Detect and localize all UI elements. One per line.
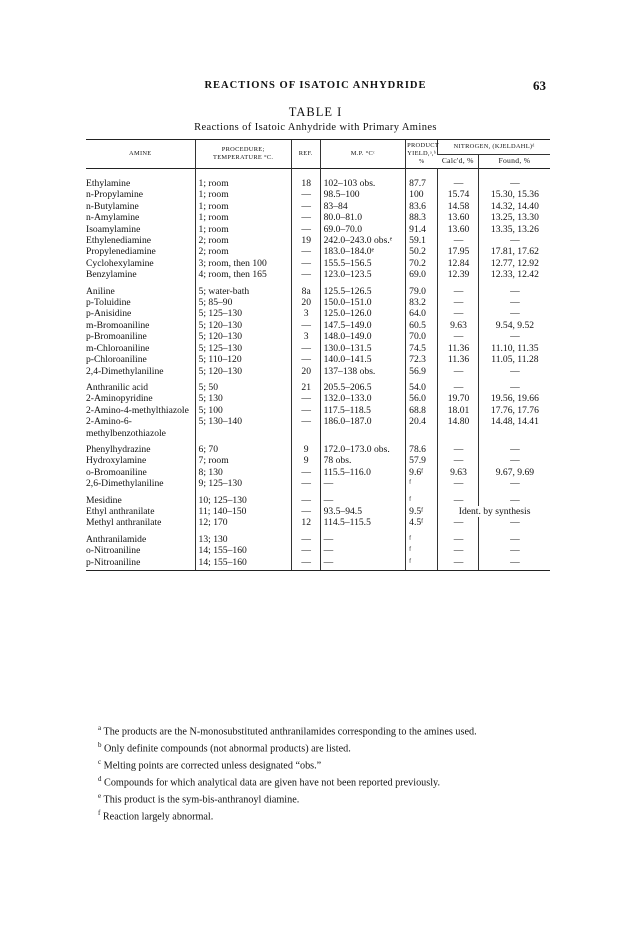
cell-found: — <box>478 490 550 506</box>
footnote-text: Only definite compounds (not abnormal products) are listed. <box>101 743 351 755</box>
cell-ref: — <box>291 343 320 354</box>
cell-ref: 19 <box>291 235 320 246</box>
header-nitrogen: NITROGEN, (KJELDAHL)ᵈ <box>438 140 550 155</box>
cell-ref: 9 <box>291 439 320 455</box>
running-head-title: REACTIONS OF ISATOIC ANHYDRIDE <box>204 80 427 91</box>
cell-mp: 93.5–94.5 <box>320 506 406 517</box>
cell-amine: 2-Amino-6-methylbenzothiazole <box>86 416 166 439</box>
cell-amine: Benzylamine <box>86 269 137 281</box>
cell-mp: — <box>320 557 406 571</box>
data-table <box>86 139 550 571</box>
cell-found: 15.30, 15.36 <box>478 189 550 200</box>
cell-yield: 59.1 <box>406 235 438 246</box>
table-row <box>86 258 550 269</box>
cell-yield: 72.3 <box>406 354 438 365</box>
footnote <box>86 790 550 807</box>
cell-mp: 98.5–100 <box>320 189 406 200</box>
table-row <box>86 320 550 331</box>
cell-mp: 80.0–81.0 <box>320 212 406 223</box>
page-number: 63 <box>533 78 546 93</box>
cell-yield: 50.2 <box>406 246 438 257</box>
cell-procedure: 11; 140–150 <box>195 506 291 517</box>
table-row <box>86 297 550 308</box>
cell-mp: 102–103 obs. <box>320 178 406 189</box>
cell-amine: Anthranilic acid <box>86 381 149 393</box>
cell-yield: 64.0 <box>406 308 438 319</box>
table-row <box>86 393 550 404</box>
table-row <box>86 281 550 297</box>
cell-ref: — <box>291 490 320 506</box>
cell-ref: — <box>291 529 320 545</box>
cell-procedure: 13; 130 <box>195 529 291 545</box>
cell-procedure: 5; 130–140 <box>195 416 291 439</box>
cell-calcd: — <box>438 281 479 297</box>
cell-procedure: 5; 85–90 <box>195 297 291 308</box>
cell-yield: ᶠ <box>406 478 438 489</box>
cell-yield: 91.4 <box>406 224 438 235</box>
cell-amine: Ethylenediamine <box>86 235 152 247</box>
cell-amine: Aniline <box>86 285 115 297</box>
table-row <box>86 178 550 189</box>
cell-found: 14.48, 14.41 <box>478 416 550 439</box>
cell-amine: 2,6-Dimethylaniline <box>86 478 164 490</box>
table-row <box>86 529 550 545</box>
cell-procedure: 5; water-bath <box>195 281 291 297</box>
cell-procedure: 5; 130 <box>195 393 291 404</box>
cell-found: — <box>478 439 550 455</box>
cell-ref: — <box>291 354 320 365</box>
table-row <box>86 189 550 200</box>
cell-found: — <box>478 478 550 489</box>
cell-mp: 115.5–116.0 <box>320 467 406 478</box>
cell-procedure: 1; room <box>195 178 291 189</box>
footnote-text: Compounds for which analytical data are given have not been reported previously. <box>101 777 441 789</box>
table-header <box>86 140 550 169</box>
reactions-table <box>86 139 550 571</box>
cell-calcd: 12.84 <box>438 258 479 269</box>
cell-procedure: 4; room, then 165 <box>195 269 291 280</box>
cell-amine: n-Butylamine <box>86 200 139 212</box>
cell-procedure: 5; 125–130 <box>195 308 291 319</box>
cell-ref: — <box>291 189 320 200</box>
cell-mp: 150.0–151.0 <box>320 297 406 308</box>
cell-mp: 114.5–115.5 <box>320 517 406 528</box>
cell-calcd: — <box>438 178 479 189</box>
cell-mp: 69.0–70.0 <box>320 224 406 235</box>
table-row <box>86 201 550 212</box>
cell-procedure: 12; 170 <box>195 517 291 528</box>
table-row <box>86 557 550 571</box>
table-row <box>86 517 550 528</box>
cell-amine: Methyl anthranilate <box>86 517 162 529</box>
footnote-mark: d <box>98 774 102 783</box>
table-caption: Reactions of Isatoic Anhydride with Primary Amines <box>194 122 437 133</box>
footnote <box>86 722 550 739</box>
cell-ref: — <box>291 320 320 331</box>
cell-calcd: 18.01 <box>438 405 479 416</box>
cell-yield: 20.4 <box>406 416 438 439</box>
footnote-mark: e <box>98 791 102 800</box>
cell-calcd: — <box>438 439 479 455</box>
cell-procedure: 5; 50 <box>195 377 291 393</box>
cell-mp: — <box>320 490 406 506</box>
cell-found: — <box>478 297 550 308</box>
table-row <box>86 343 550 354</box>
cell-yield: 83.2 <box>406 297 438 308</box>
cell-mp: 148.0–149.0 <box>320 331 406 342</box>
cell-yield: 57.9 <box>406 455 438 466</box>
cell-found: — <box>478 455 550 466</box>
cell-calcd: — <box>438 455 479 466</box>
cell-procedure: 1; room <box>195 201 291 212</box>
cell-calcd: 13.60 <box>438 224 479 235</box>
cell-ref: — <box>291 246 320 257</box>
cell-ref: — <box>291 467 320 478</box>
cell-found: 17.81, 17.62 <box>478 246 550 257</box>
cell-found: 14.32, 14.40 <box>478 201 550 212</box>
cell-mp: — <box>320 529 406 545</box>
table-row <box>86 467 550 478</box>
cell-calcd: — <box>438 331 479 342</box>
footnote-mark: b <box>98 740 102 749</box>
cell-found: — <box>478 178 550 189</box>
cell-found: 9.54, 9.52 <box>478 320 550 331</box>
cell-yield: 88.3 <box>406 212 438 223</box>
cell-procedure: 9; 125–130 <box>195 478 291 489</box>
table-row <box>86 269 550 280</box>
cell-yield: 79.0 <box>406 281 438 297</box>
cell-ref: — <box>291 478 320 489</box>
table-row <box>86 416 550 439</box>
cell-procedure: 10; 125–130 <box>195 490 291 506</box>
cell-ref: — <box>291 545 320 556</box>
cell-yield: 100 <box>406 189 438 200</box>
header-yield: PRODUCT YIELD,ᵃ,ᵇ % <box>406 140 438 169</box>
cell-amine: p-Chloroaniline <box>86 354 147 366</box>
cell-found: — <box>478 529 550 545</box>
cell-amine: Isoamylamine <box>86 223 141 235</box>
cell-procedure: 2; room <box>195 235 291 246</box>
cell-calcd: 14.80 <box>438 416 479 439</box>
cell-amine: m-Chloroaniline <box>86 342 150 354</box>
cell-mp: 186.0–187.0 <box>320 416 406 439</box>
table-row <box>86 490 550 506</box>
cell-amine: Ethyl anthranilate <box>86 505 155 517</box>
cell-calcd: 12.39 <box>438 269 479 280</box>
cell-yield: 74.5 <box>406 343 438 354</box>
cell-yield: 4.5ᶠ <box>406 517 438 528</box>
cell-found: 9.67, 9.69 <box>478 467 550 478</box>
cell-amine: Phenylhydrazine <box>86 443 151 455</box>
cell-yield: 56.0 <box>406 393 438 404</box>
footnote <box>86 807 550 824</box>
header-mp: M.P. °Cᶜ <box>320 140 406 169</box>
cell-amine: 2-Amino-4-methylthiazole <box>86 404 189 416</box>
header-amine: AMINE <box>86 140 195 169</box>
cell-yield: 70.0 <box>406 331 438 342</box>
cell-ref: — <box>291 557 320 571</box>
cell-procedure: 5; 110–120 <box>195 354 291 365</box>
cell-found: — <box>478 557 550 571</box>
table-row <box>86 439 550 455</box>
cell-yield: ᶠ <box>406 490 438 506</box>
footnote-text: Reaction largely abnormal. <box>100 811 214 823</box>
cell-procedure: 8; 130 <box>195 467 291 478</box>
cell-calcd: — <box>438 545 479 556</box>
cell-amine: Ethylamine <box>86 178 131 189</box>
cell-procedure: 1; room <box>195 189 291 200</box>
cell-mp: 147.5–149.0 <box>320 320 406 331</box>
cell-ref: 18 <box>291 178 320 189</box>
footnote <box>86 773 550 790</box>
cell-ref: — <box>291 201 320 212</box>
cell-found: 17.76, 17.76 <box>478 405 550 416</box>
cell-procedure: 5; 120–130 <box>195 320 291 331</box>
footnote <box>86 739 550 756</box>
cell-procedure: 14; 155–160 <box>195 557 291 571</box>
cell-ref: — <box>291 506 320 517</box>
cell-found: 11.05, 11.28 <box>478 354 550 365</box>
cell-procedure: 5; 125–130 <box>195 343 291 354</box>
cell-procedure: 3; room, then 100 <box>195 258 291 269</box>
header-calcd: Calc'd, % <box>438 154 479 169</box>
table-row <box>86 455 550 466</box>
cell-yield: 9.6ᶠ <box>406 467 438 478</box>
cell-mp: 132.0–133.0 <box>320 393 406 404</box>
cell-calcd: 11.36 <box>438 354 479 365</box>
cell-mp: — <box>320 545 406 556</box>
cell-amine: p-Nitroaniline <box>86 557 195 571</box>
cell-calcd: 17.95 <box>438 246 479 257</box>
cell-calcd: — <box>438 478 479 489</box>
cell-procedure: 5; 120–130 <box>195 366 291 377</box>
cell-calcd: — <box>438 517 479 528</box>
cell-found: 12.77, 12.92 <box>478 258 550 269</box>
cell-calcd: 9.63 <box>438 320 479 331</box>
cell-ref: — <box>291 224 320 235</box>
table-row <box>86 235 550 246</box>
cell-yield: ᶠ <box>406 529 438 545</box>
table-row <box>86 366 550 377</box>
footnote-text: Melting points are corrected unless designated “obs.” <box>101 760 322 772</box>
cell-found: — <box>478 517 550 528</box>
table-row <box>86 246 550 257</box>
cell-procedure: 5; 120–130 <box>195 331 291 342</box>
cell-mp: 83–84 <box>320 201 406 212</box>
cell-ref: 9 <box>291 455 320 466</box>
cell-calcd: — <box>438 529 479 545</box>
cell-yield: 78.6 <box>406 439 438 455</box>
cell-procedure: 14; 155–160 <box>195 545 291 556</box>
cell-procedure: 6; 70 <box>195 439 291 455</box>
cell-amine: p-Anisidine <box>86 308 132 320</box>
cell-mp: 125.0–126.0 <box>320 308 406 319</box>
cell-ref: — <box>291 405 320 416</box>
table-row <box>86 478 550 489</box>
cell-mp: 140.0–141.5 <box>320 354 406 365</box>
cell-calcd: — <box>438 235 479 246</box>
header-found: Found, % <box>478 154 550 169</box>
footnotes <box>86 722 550 824</box>
cell-calcd: 13.60 <box>438 212 479 223</box>
cell-calcd: 15.74 <box>438 189 479 200</box>
cell-calcd: — <box>438 366 479 377</box>
cell-ref: — <box>291 212 320 223</box>
cell-mp: 125.5–126.5 <box>320 281 406 297</box>
cell-found: 11.10, 11.35 <box>478 343 550 354</box>
cell-yield: 83.6 <box>406 201 438 212</box>
cell-procedure: 7; room <box>195 455 291 466</box>
cell-mp: 183.0–184.0ᵉ <box>320 246 406 257</box>
table-row <box>86 308 550 319</box>
header-procedure: PROCEDURE; TEMPERATURE °C. <box>195 140 291 169</box>
cell-mp: 242.0–243.0 obs.ᵉ <box>320 235 406 246</box>
cell-calcd: — <box>438 557 479 571</box>
cell-found: — <box>478 281 550 297</box>
cell-amine: Hydroxylamine <box>86 455 147 467</box>
cell-found: 13.25, 13.30 <box>478 212 550 223</box>
cell-found: 13.35, 13.26 <box>478 224 550 235</box>
cell-mp: 205.5–206.5 <box>320 377 406 393</box>
cell-yield: ᶠ <box>406 557 438 571</box>
cell-amine: Anthranilamide <box>86 533 147 545</box>
cell-yield: 56.9 <box>406 366 438 377</box>
table-row <box>86 405 550 416</box>
cell-amine: o-Bromoaniline <box>86 466 147 478</box>
cell-ref: 20 <box>291 366 320 377</box>
cell-found: 19.56, 19.66 <box>478 393 550 404</box>
cell-yield: 9.5ᶠ <box>406 506 438 517</box>
cell-found: — <box>478 331 550 342</box>
cell-found: — <box>478 545 550 556</box>
cell-mp: — <box>320 478 406 489</box>
cell-found: — <box>478 308 550 319</box>
footnote <box>86 756 550 773</box>
header-ref: REF. <box>291 140 320 169</box>
cell-calcd: 11.36 <box>438 343 479 354</box>
cell-procedure: 1; room <box>195 212 291 223</box>
cell-mp: 78 obs. <box>320 455 406 466</box>
cell-ref: 8a <box>291 281 320 297</box>
cell-amine: 2-Aminopyridine <box>86 393 153 405</box>
table-row <box>86 506 550 517</box>
cell-procedure: 5; 100 <box>195 405 291 416</box>
cell-ref: — <box>291 269 320 280</box>
cell-yield: 87.7 <box>406 178 438 189</box>
cell-found: 12.33, 12.42 <box>478 269 550 280</box>
cell-mp: 155.5–156.5 <box>320 258 406 269</box>
cell-amine: Mesidine <box>86 494 122 506</box>
cell-found: — <box>478 377 550 393</box>
cell-found: — <box>478 235 550 246</box>
cell-ref: 21 <box>291 377 320 393</box>
cell-calcd: — <box>438 490 479 506</box>
cell-amine: n-Amylamine <box>86 212 140 224</box>
footnote-mark: c <box>98 757 102 766</box>
footnote-mark: a <box>98 724 102 732</box>
cell-amine: n-Propylamine <box>86 189 144 201</box>
cell-mp: 130.0–131.5 <box>320 343 406 354</box>
table-body <box>86 169 550 571</box>
table-row <box>86 224 550 235</box>
cell-ref: 20 <box>291 297 320 308</box>
cell-amine: p-Toluidine <box>86 297 131 309</box>
table-label: TABLE I <box>288 105 343 119</box>
cell-amine: m-Bromoaniline <box>86 319 150 331</box>
cell-found: — <box>478 366 550 377</box>
cell-ref: — <box>291 258 320 269</box>
cell-procedure: 2; room <box>195 246 291 257</box>
cell-amine: 2,4-Dimethylaniline <box>86 365 164 377</box>
cell-ref: 3 <box>291 331 320 342</box>
cell-yield: 60.5 <box>406 320 438 331</box>
table-row <box>86 354 550 365</box>
cell-yield: 69.0 <box>406 269 438 280</box>
cell-ref: 3 <box>291 308 320 319</box>
cell-yield: 68.8 <box>406 405 438 416</box>
cell-procedure: 1; room <box>195 224 291 235</box>
cell-yield: 70.2 <box>406 258 438 269</box>
cell-mp: 172.0–173.0 obs. <box>320 439 406 455</box>
cell-amine: Cyclohexylamine <box>86 257 154 269</box>
table-row <box>86 545 550 556</box>
footnote-text: This product is the sym-bis-anthranoyl diamine. <box>101 794 300 806</box>
cell-amine: Propylenediamine <box>86 246 156 258</box>
cell-mp: 117.5–118.5 <box>320 405 406 416</box>
cell-calcd: 9.63 <box>438 467 479 478</box>
table-row <box>86 377 550 393</box>
cell-mp: 123.0–123.5 <box>320 269 406 280</box>
footnote-text: The products are the N-monosubstituted anthranilamides corresponding to the amines used. <box>101 726 477 738</box>
cell-calcd: 14.58 <box>438 201 479 212</box>
cell-calcd: 19.70 <box>438 393 479 404</box>
footnote-mark: f <box>98 808 101 817</box>
table-row <box>86 331 550 342</box>
cell-ref: — <box>291 393 320 404</box>
cell-calcd: — <box>438 297 479 308</box>
cell-ref: — <box>291 416 320 439</box>
cell-amine: p-Bromoaniline <box>86 331 147 343</box>
cell-ref: 12 <box>291 517 320 528</box>
cell-yield: 54.0 <box>406 377 438 393</box>
cell-mp: 137–138 obs. <box>320 366 406 377</box>
table-row <box>86 212 550 223</box>
cell-amine: o-Nitroaniline <box>86 545 141 557</box>
cell-yield: ᶠ <box>406 545 438 556</box>
cell-calcd: — <box>438 377 479 393</box>
cell-nitrogen-note: Ident. by synthesis <box>438 506 550 517</box>
cell-calcd: — <box>438 308 479 319</box>
